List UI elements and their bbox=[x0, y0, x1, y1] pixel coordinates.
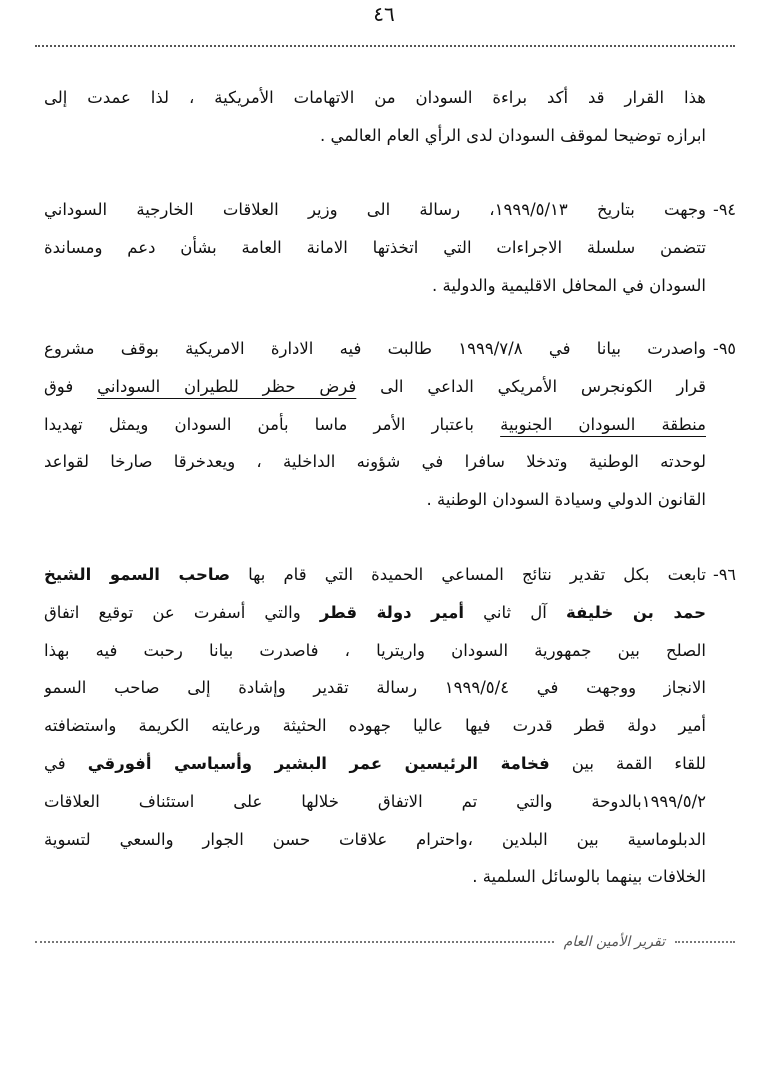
paragraph-number: ٩٥- bbox=[713, 339, 736, 358]
paragraph bbox=[44, 556, 736, 896]
header-divider bbox=[35, 45, 735, 47]
text-line bbox=[44, 745, 706, 783]
text-line bbox=[44, 443, 706, 481]
text-segment: تتضمن سلسلة الاجراءات التي اتخذتها الامانة العامة بشأن دعم ومساندة bbox=[44, 237, 706, 257]
text-segment: باعتبار الأمر ماسا بأمن السودان ويمثل تهديدا bbox=[44, 414, 501, 434]
footer-title: تقرير الأمين العام bbox=[563, 934, 665, 950]
underlined-text: منطقة السودان الجنوبية bbox=[500, 414, 706, 434]
bold-text: صاحب السمو الشيخ bbox=[44, 565, 231, 584]
text-segment: القانون الدولي وسيادة السودان الوطنية . bbox=[426, 490, 706, 510]
text-segment: وجهت بتاريخ ١٩٩٩/٥/١٣، رسالة الى وزير العلاقات الخارجية السوداني bbox=[44, 200, 706, 219]
text-segment: للقاء القمة بين bbox=[549, 753, 706, 773]
text-line bbox=[44, 368, 706, 406]
text-line bbox=[44, 707, 706, 745]
text-segment: في bbox=[44, 753, 88, 773]
text-segment: أمير دولة قطر قدرت فيها عاليا جهوده الحثيثة ورعايته الكريمة واستضافته bbox=[44, 716, 706, 736]
text-segment: الدبلوماسية بين البلدين ،واحترام علاقات حسن الجوار والسعي لتسوية bbox=[44, 829, 706, 849]
text-segment: تابعت بكل تقدير نتائج المساعي الحميدة التي قام بها bbox=[230, 565, 706, 584]
text-segment: لوحدته الوطنية وتدخلا سافرا في شؤونه الداخلية ، ويعدخرقا صارخا لقواعد bbox=[44, 452, 706, 472]
text-line bbox=[44, 632, 706, 670]
text-line bbox=[44, 330, 706, 368]
paragraph-number: ٩٤- bbox=[713, 200, 736, 219]
text-line bbox=[44, 669, 706, 707]
text-line bbox=[44, 783, 706, 821]
text-line bbox=[44, 79, 706, 117]
text-segment: آل ثاني bbox=[464, 602, 566, 622]
footer-divider-left bbox=[35, 941, 554, 943]
text-segment: ١٩٩٩/٥/٢بالدوحة والتي تم الاتفاق خلالها على استئناف العلاقات bbox=[44, 791, 706, 811]
text-line bbox=[44, 229, 706, 267]
text-segment: السودان في المحافل الاقليمية والدولية . bbox=[432, 275, 706, 295]
text-line bbox=[44, 406, 706, 444]
paragraph bbox=[44, 330, 736, 519]
text-segment: هذا القرار قد أكد براءة السودان من الاتهامات الأمريكية ، لذا عمدت إلى bbox=[44, 88, 706, 107]
bold-text: أمير دولة قطر bbox=[319, 602, 465, 622]
footer-divider-right bbox=[675, 941, 735, 943]
text-line bbox=[44, 481, 706, 519]
paragraph bbox=[44, 79, 736, 155]
paragraph bbox=[44, 191, 736, 304]
text-segment: واصدرت بيانا في ١٩٩٩/٧/٨ طالبت فيه الادارة الامريكية بوقف مشروع bbox=[44, 339, 706, 358]
text-segment: ابرازه توضيحا لموقف السودان لدى الرأي العام العالمي . bbox=[320, 125, 706, 145]
footer bbox=[35, 934, 735, 950]
bold-text: فخامة الرئيسين عمر البشير وأسياسي أفورقي bbox=[87, 753, 550, 773]
text-line bbox=[44, 858, 706, 896]
page-number: ٤٦ bbox=[373, 2, 395, 26]
underlined-text: فرض حظر للطيران السوداني bbox=[97, 376, 357, 396]
text-segment: الانجاز ووجهت في ١٩٩٩/٥/٤ رسالة تقدير وإشادة إلى صاحب السمو bbox=[44, 678, 706, 698]
text-line bbox=[44, 191, 706, 229]
text-line bbox=[44, 117, 706, 155]
text-line bbox=[44, 821, 706, 859]
paragraph-number: ٩٦- bbox=[713, 565, 736, 584]
bold-text: حمد بن خليفة bbox=[565, 602, 706, 622]
text-segment: الصلح بين جمهورية السودان واريتريا ، فاصدرت بيانا رحبت فيه بهذا bbox=[44, 640, 706, 660]
text-line bbox=[44, 594, 706, 632]
text-segment: فوق bbox=[44, 376, 98, 396]
text-segment: قرار الكونجرس الأمريكي الداعي الى bbox=[356, 376, 706, 396]
text-line bbox=[44, 556, 706, 594]
text-segment: والتي أسفرت عن توقيع اتفاق bbox=[44, 602, 320, 622]
text-line bbox=[44, 267, 706, 305]
text-segment: الخلافات بينهما بالوسائل السلمية . bbox=[472, 867, 706, 887]
